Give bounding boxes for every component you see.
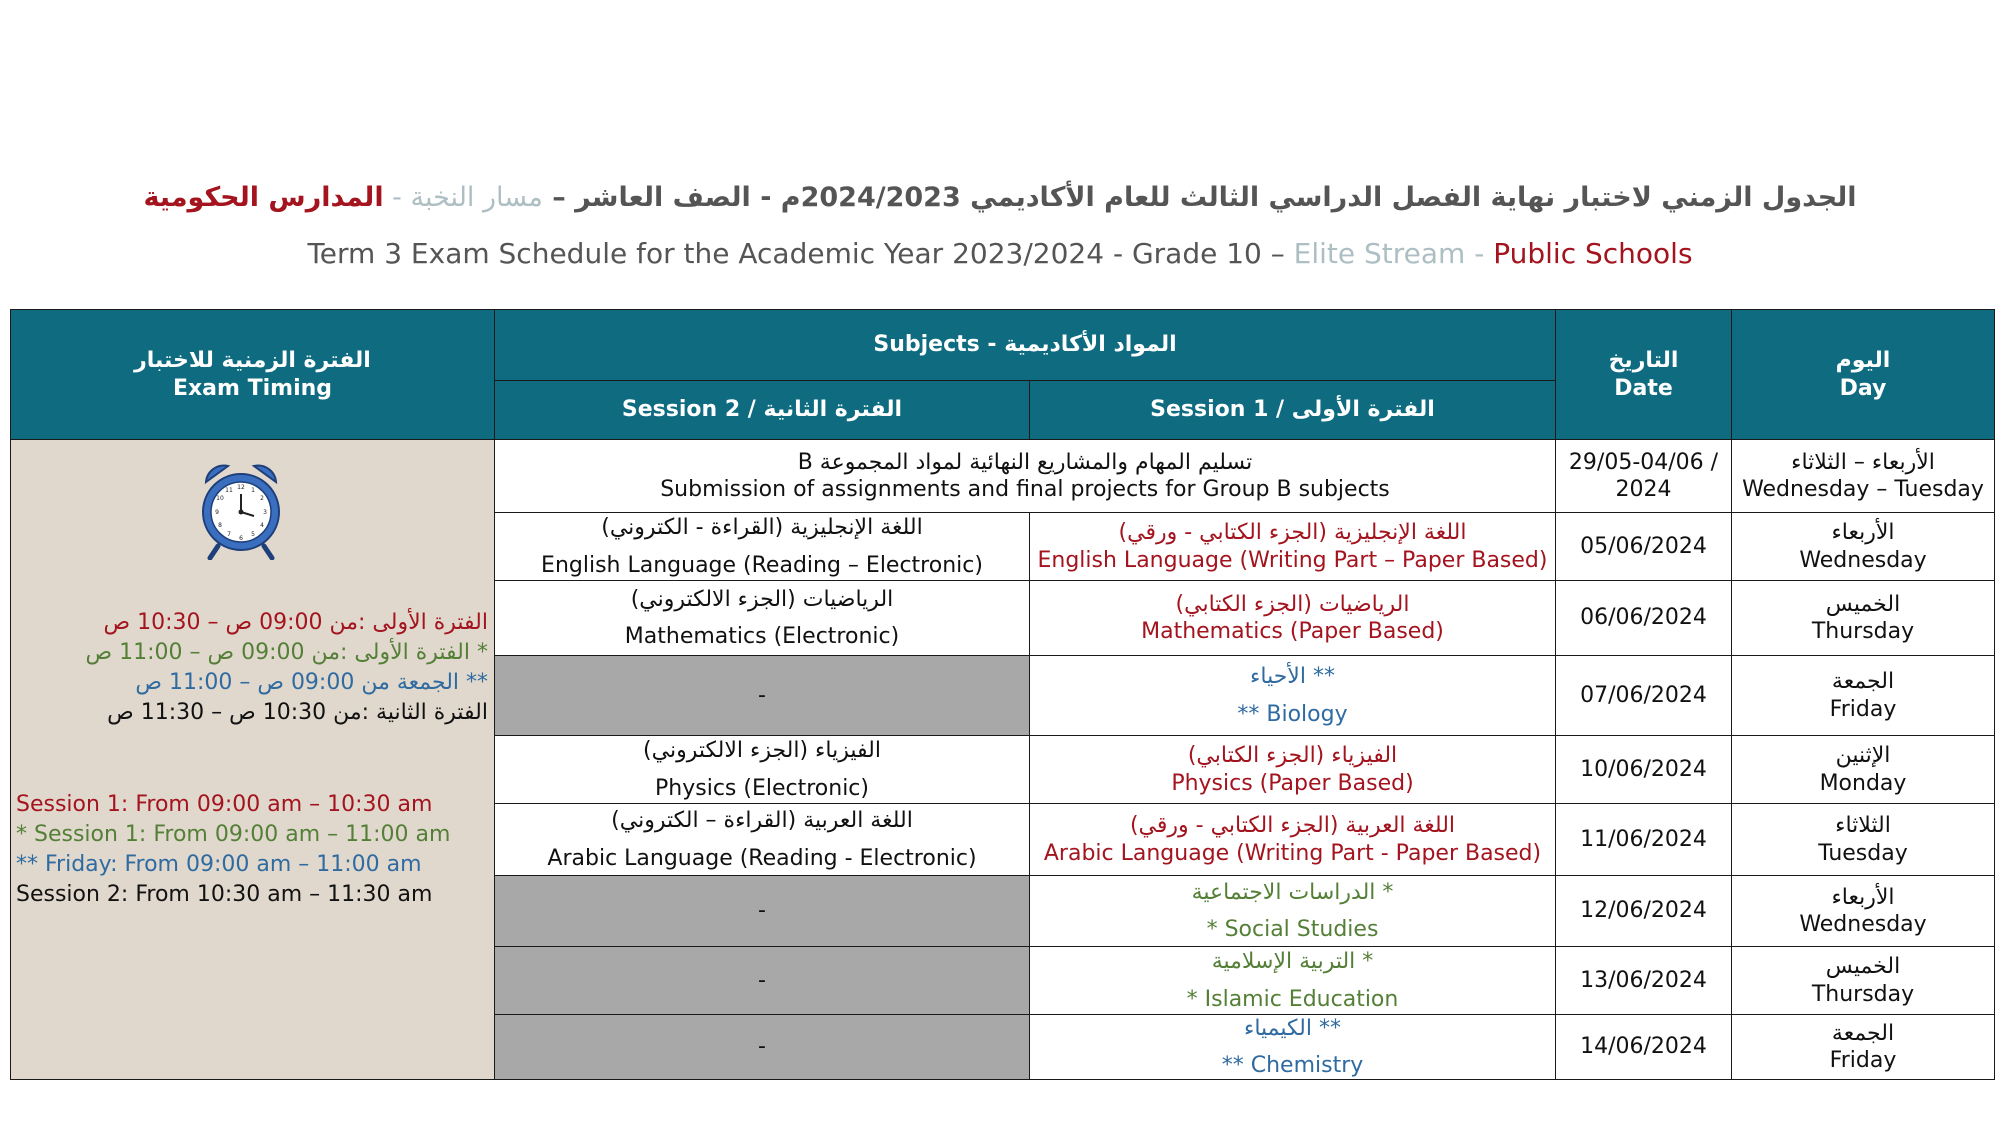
submission-en: Submission of assignments and final projects for Group B subjects xyxy=(660,477,1390,502)
row-2-s1-ar: ** الأحياء xyxy=(1250,664,1335,689)
timing-ar-session1-star: * الفترة الأولى :من 09:00 ص – 11:00 ص xyxy=(85,640,488,665)
row-1-s1-en: Mathematics (Paper Based) xyxy=(1141,619,1444,644)
row-0-day-en: Wednesday xyxy=(1799,547,1927,573)
row-3-date xyxy=(1555,735,1732,804)
row-7-session1 xyxy=(1029,1014,1556,1080)
row-1-session2 xyxy=(494,580,1030,656)
row-5-s2-dash: - xyxy=(758,898,766,924)
row-2-s2-dash: - xyxy=(758,682,766,708)
svg-text:10: 10 xyxy=(216,495,224,502)
row-0-s2-en: English Language (Reading – Electronic) xyxy=(541,552,983,578)
row-6-s1-en: * Islamic Education xyxy=(1186,986,1399,1012)
timing-en-session1: Session 1: From 09:00 am – 10:30 am xyxy=(16,792,433,817)
row-4-date-text: 11/06/2024 xyxy=(1580,826,1707,852)
submission-day-ar: الأربعاء – الثلاثاء xyxy=(1791,449,1935,475)
row-0-date-text: 05/06/2024 xyxy=(1580,533,1707,559)
timing-en-session2: Session 2: From 10:30 am – 11:30 am xyxy=(16,882,433,907)
header-timing-ar: الفترة الزمنية للاختبار xyxy=(134,348,371,373)
header-timing-en: Exam Timing xyxy=(172,375,333,401)
submission-date-cell xyxy=(1555,439,1732,513)
row-3-day-en: Monday xyxy=(1819,770,1907,796)
row-7-s2-dash: - xyxy=(758,1034,766,1060)
row-1-s2-ar: الرياضيات (الجزء الالكتروني) xyxy=(630,586,894,612)
row-2-day-ar: الجمعة xyxy=(1831,669,1895,694)
submission-date-line1: 29/05-04/06 / xyxy=(1568,449,1719,475)
title-ar-sep: - xyxy=(383,182,411,213)
title-english xyxy=(0,237,2000,270)
row-3-day xyxy=(1731,735,1995,804)
timing-en-friday: ** Friday: From 09:00 am – 11:00 am xyxy=(16,852,422,877)
header-day-ar: اليوم xyxy=(1835,348,1891,373)
row-6-s2-dash: - xyxy=(758,967,766,993)
title-ar-schools: المدارس الحكومية xyxy=(143,182,384,213)
row-0-date xyxy=(1555,512,1732,581)
row-4-day xyxy=(1731,803,1995,876)
row-6-date-text: 13/06/2024 xyxy=(1580,967,1707,993)
row-3-session1 xyxy=(1029,735,1556,804)
header-date-ar: التاريخ xyxy=(1608,348,1679,373)
submission-cell xyxy=(494,439,1556,513)
row-0-session2 xyxy=(494,512,1030,581)
row-4-session2 xyxy=(494,803,1030,876)
svg-text:12: 12 xyxy=(237,484,245,491)
timing-english-list xyxy=(16,790,486,910)
row-5-s1-en: * Social Studies xyxy=(1206,917,1379,942)
row-7-day xyxy=(1731,1014,1995,1080)
header-date xyxy=(1555,309,1732,440)
row-7-s1-en: ** Chemistry xyxy=(1221,1053,1364,1078)
row-6-session1 xyxy=(1029,946,1556,1015)
row-1-day-ar: الخميس xyxy=(1825,591,1901,617)
row-0-day-ar: الأربعاء xyxy=(1831,520,1895,545)
row-5-day xyxy=(1731,875,1995,947)
svg-text:2: 2 xyxy=(260,495,264,502)
row-7-day-ar: الجمعة xyxy=(1831,1020,1895,1046)
submission-date-line2: 2024 xyxy=(1615,477,1672,502)
row-3-date-text: 10/06/2024 xyxy=(1580,756,1707,782)
submission-day-cell xyxy=(1731,439,1995,513)
timing-ar-session1: الفترة الأولى :من 09:00 ص – 10:30 ص xyxy=(103,610,488,635)
svg-text:6: 6 xyxy=(239,535,243,542)
title-en-schools: Public Schools xyxy=(1493,237,1693,270)
row-5-day-ar: الأربعاء xyxy=(1831,884,1895,910)
header-session2-label: Session 2 / الفترة الثانية xyxy=(621,397,903,423)
header-day xyxy=(1731,309,1995,440)
row-4-s2-en: Arabic Language (Reading - Electronic) xyxy=(547,845,977,871)
row-7-session2 xyxy=(494,1014,1030,1080)
row-7-date xyxy=(1555,1014,1732,1080)
row-2-s1-en: ** Biology xyxy=(1237,701,1348,727)
row-0-s1-ar: اللغة الإنجليزية (الجزء الكتابي - ورقي) xyxy=(1118,520,1467,545)
row-5-day-en: Wednesday xyxy=(1799,912,1927,937)
row-1-session1 xyxy=(1029,580,1556,656)
row-4-day-ar: الثلاثاء xyxy=(1835,813,1891,838)
row-3-s2-en: Physics (Electronic) xyxy=(655,775,869,801)
row-2-day-en: Friday xyxy=(1829,696,1897,722)
svg-text:5: 5 xyxy=(251,531,255,538)
row-5-date-text: 12/06/2024 xyxy=(1580,898,1707,924)
svg-text:4: 4 xyxy=(260,522,264,529)
row-6-session2 xyxy=(494,946,1030,1015)
row-1-date xyxy=(1555,580,1732,656)
row-3-s1-en: Physics (Paper Based) xyxy=(1171,770,1414,796)
row-5-session2 xyxy=(494,875,1030,947)
row-3-s2-ar: الفيزياء (الجزء الالكتروني) xyxy=(643,738,881,763)
row-2-date xyxy=(1555,655,1732,736)
row-2-session2 xyxy=(494,655,1030,736)
row-7-day-en: Friday xyxy=(1829,1048,1897,1073)
row-4-day-en: Tuesday xyxy=(1818,840,1908,866)
timing-ar-session2: الفترة الثانية :من 10:30 ص – 11:30 ص xyxy=(107,700,488,725)
header-date-en: Date xyxy=(1614,375,1673,401)
row-4-s2-ar: اللغة العربية (القراءة – الكتروني) xyxy=(611,808,913,833)
title-en-sep: - xyxy=(1465,237,1494,270)
row-6-day-en: Thursday xyxy=(1811,981,1915,1007)
row-6-s1-ar: * التربية الإسلامية xyxy=(1211,949,1374,974)
row-0-s2-ar: اللغة الإنجليزية (القراءة - الكتروني) xyxy=(601,515,923,540)
header-subjects xyxy=(494,309,1556,381)
row-5-session1 xyxy=(1029,875,1556,947)
header-subjects-label: Subjects - المواد الأكاديمية xyxy=(873,332,1177,358)
timing-en-session1-star: * Session 1: From 09:00 am – 11:00 am xyxy=(16,822,451,847)
title-en-main: Term 3 Exam Schedule for the Academic Year 2023/2024 - Grade 10 – xyxy=(307,237,1294,270)
row-2-day xyxy=(1731,655,1995,736)
svg-text:3: 3 xyxy=(263,509,267,516)
row-1-date-text: 06/06/2024 xyxy=(1580,605,1707,631)
timing-arabic-list xyxy=(12,608,488,728)
title-en-stream: Elite Stream xyxy=(1293,237,1466,270)
title-ar-main: الجدول الزمني لاختبار نهاية الفصل الدراسي الثالث للعام الأكاديمي 2024/2023م - الصف العاشر – xyxy=(542,182,1857,213)
row-0-day xyxy=(1731,512,1995,581)
row-3-day-ar: الإثنين xyxy=(1835,743,1891,768)
title-arabic xyxy=(0,182,2000,213)
row-4-s1-ar: اللغة العربية (الجزء الكتابي - ورقي) xyxy=(1129,813,1456,838)
svg-text:1: 1 xyxy=(251,487,255,494)
svg-text:7: 7 xyxy=(227,531,231,538)
svg-text:9: 9 xyxy=(215,509,219,516)
row-6-day-ar: الخميس xyxy=(1825,954,1901,979)
header-session1-label: Session 1 / الفترة الأولى xyxy=(1150,397,1435,423)
row-3-session2 xyxy=(494,735,1030,804)
row-5-s1-ar: * الدراسات الاجتماعية xyxy=(1191,879,1394,905)
row-5-date xyxy=(1555,875,1732,947)
row-1-day xyxy=(1731,580,1995,656)
row-6-day xyxy=(1731,946,1995,1015)
title-ar-stream: مسار النخبة xyxy=(410,182,543,213)
submission-ar: تسليم المهام والمشاريع النهائية لمواد المجموعة B xyxy=(797,449,1253,475)
header-session-1 xyxy=(1029,380,1556,440)
alarm-clock-icon xyxy=(196,460,286,560)
header-day-en: Day xyxy=(1839,375,1887,401)
header-session-2 xyxy=(494,380,1030,440)
row-0-s1-en: English Language (Writing Part – Paper Based) xyxy=(1037,547,1548,573)
row-2-session1 xyxy=(1029,655,1556,736)
row-4-s1-en: Arabic Language (Writing Part - Paper Based) xyxy=(1043,840,1542,866)
header-exam-timing xyxy=(10,309,495,440)
svg-text:11: 11 xyxy=(225,487,233,494)
row-1-s2-en: Mathematics (Electronic) xyxy=(624,624,900,649)
row-7-date-text: 14/06/2024 xyxy=(1580,1034,1707,1060)
row-2-date-text: 07/06/2024 xyxy=(1580,682,1707,708)
row-3-s1-ar: الفيزياء (الجزء الكتابي) xyxy=(1187,743,1398,768)
row-7-s1-ar: ** الكيمياء xyxy=(1243,1015,1341,1041)
row-1-s1-ar: الرياضيات (الجزء الكتابي) xyxy=(1175,591,1410,617)
row-4-session1 xyxy=(1029,803,1556,876)
submission-day-en: Wednesday – Tuesday xyxy=(1742,477,1984,502)
timing-ar-friday: ** الجمعة من 09:00 ص – 11:00 ص xyxy=(135,670,488,695)
row-1-day-en: Thursday xyxy=(1811,619,1915,644)
svg-text:8: 8 xyxy=(218,522,222,529)
row-0-session1 xyxy=(1029,512,1556,581)
row-4-date xyxy=(1555,803,1732,876)
row-6-date xyxy=(1555,946,1732,1015)
